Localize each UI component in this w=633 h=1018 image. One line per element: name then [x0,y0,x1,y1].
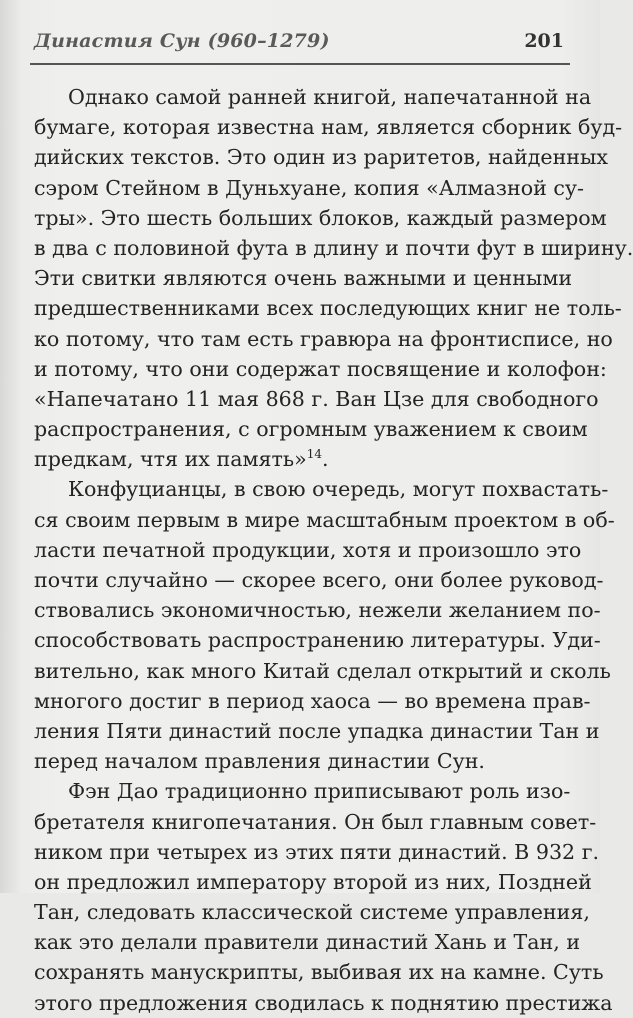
text-line: Эти свитки являются очень важными и ценными [34,266,573,291]
text-line-content: предкам, чтя их память» [34,447,307,472]
text-line: в два с половиной фута в длину и почти фут в ширину. [34,235,633,260]
text-line: ко потому, что там есть гравюра на фронтисписе, но [34,326,613,351]
body-text [34,82,633,1018]
text-line: способствовать распространению литературы. Уди- [34,628,601,653]
text-line: тры». Это шесть больших блоков, каждый размером [34,205,607,230]
text-line: этого предложения сводилась к поднятию престижа [34,990,613,1015]
text-line: ником при четырех из этих пяти династий. В 932 г. [34,839,600,864]
page-header [34,30,564,54]
text-line: Однако самой ранней книгой, напечатанной на [68,85,592,109]
text-line: ся своим первым в мире масштабным проектом в об- [34,507,615,532]
text-line: распространения, с огромным уважением к своим [34,417,588,442]
text-line: предшественниками всех последующих книг не толь- [34,296,622,321]
text-line: «Напечатано 11 мая 868 г. Ван Цзе для свободного [34,386,599,411]
text-line: дийских текстов. Это один из раритетов, найденных [34,145,609,170]
text-line: ления Пяти династий после упадка династии Тан и [34,718,600,743]
text-line: почти случайно — скорее всего, они более руковод- [34,568,604,592]
text-line: сэром Стейном в Дуньхуане, копия «Алмазной су- [34,175,584,200]
text-line: сохранять манускрипты, выбивая их на камне. Суть [34,960,604,985]
text-line: и потому, что они содержат посвящение и колофон: [34,356,607,381]
text-line: многого достиг в период хаоса — во времена прав- [34,688,591,713]
paragraph-2 [34,474,615,776]
text-line: бумаге, которая известна нам, является сборник буд- [34,115,623,140]
text-line: бретателя книгопечатания. Он был главным совет- [34,809,597,834]
text-line: вительно, как много Китай сделал открытий и сколь [34,658,611,683]
text-line: Фэн Дао традиционно приписывают роль изо- [68,779,571,804]
text-line: Тан, следовать классической системе управления, [34,900,590,925]
text-line: ласти печатной продукции, хотя и произошло это [34,537,582,562]
text-line: он предложил императору второй из них, Поздней [34,869,592,894]
paragraph-1 [34,82,633,474]
running-title: Династия Сун (960–1279) [34,30,330,52]
text-line: как это делали правители династий Хань и Тан, и [34,930,581,955]
page-number: 201 [524,30,564,52]
paragraph-3 [34,776,613,1018]
header-rule [30,63,570,65]
text-line: ствовались экономичностью, нежели желанием по- [34,598,601,623]
footnote-marker[interactable]: 14 [306,447,322,462]
text-line: Конфуцианцы, в свою очередь, могут похвастать- [68,477,609,502]
text-line: предкам, чтя их память»$^{14}$. [34,447,329,472]
text-line: перед началом правления династии Сун. [34,749,485,774]
